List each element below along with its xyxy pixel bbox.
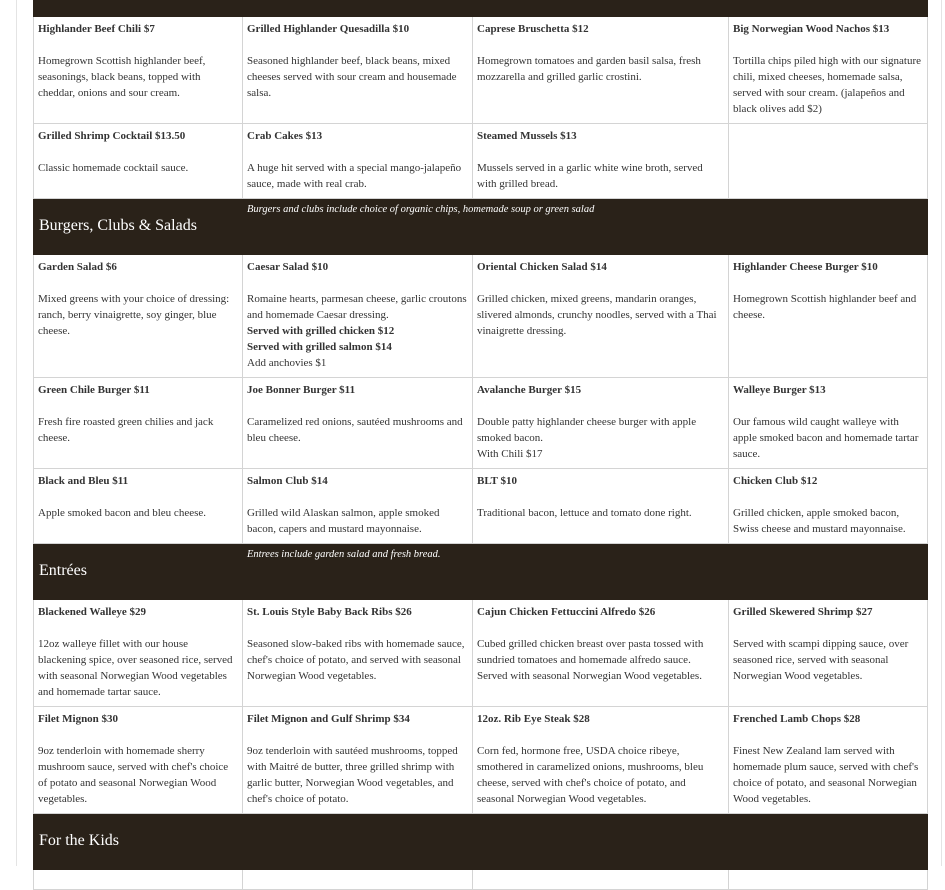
menu-item-green-chile-burger <box>34 378 243 469</box>
dish-name: Grilled Highlander Quesadilla $10 <box>247 23 410 35</box>
dish-description: Seasoned slow-baked ribs with homemade sauce, chef's choice of potato, and served with seasonal Norwegian Wood vegetables. <box>247 638 465 682</box>
menu-item-empty <box>729 870 928 890</box>
dish-name: Cajun Chicken Fettuccini Alfredo $26 <box>477 606 656 618</box>
dish-name: Grilled Shrimp Cocktail $13.50 <box>38 130 186 142</box>
dish-name: Avalanche Burger $15 <box>477 384 582 396</box>
dish-name: Steamed Mussels $13 <box>477 130 577 142</box>
menu-row <box>34 469 928 544</box>
menu-item-chicken-club <box>729 469 928 544</box>
dish-description: Romaine hearts, parmesan cheese, garlic croutons and homemade Caesar dressing. <box>247 293 467 321</box>
section-title: Burgers, Clubs & Salads <box>34 199 243 255</box>
menu-row <box>34 600 928 707</box>
dish-description: Grilled chicken, apple smoked bacon, Swiss cheese and mustard mayonnaise. <box>733 507 906 535</box>
menu-item-empty <box>34 870 243 890</box>
menu-item-avalanche-burger <box>473 378 729 469</box>
dish-name: Grilled Skewered Shrimp $27 <box>733 606 873 618</box>
menu-row <box>34 124 928 199</box>
section-header-kids <box>34 814 928 870</box>
menu-item-empty <box>243 870 473 890</box>
dish-description: Mixed greens with your choice of dressing: ranch, berry vinaigrette, soy ginger, blue cheese. <box>38 293 230 337</box>
dish-description: Homegrown Scottish highlander beef and cheese. <box>733 293 917 321</box>
dish-name: Highlander Cheese Burger $10 <box>733 261 878 273</box>
menu-table <box>33 0 928 890</box>
dish-name: Chicken Club $12 <box>733 475 818 487</box>
menu-item-black-and-bleu <box>34 469 243 544</box>
dish-name: BLT $10 <box>477 475 518 487</box>
section-header-burgers <box>34 199 928 255</box>
dish-description: 9oz tenderloin with sautéed mushrooms, topped with Maitré de butter, three grilled shrimp with garlic butter, Norwegian Wood vegetables, and chef's choice of potato. <box>247 745 458 805</box>
dish-description: Double patty highlander cheese burger with apple smoked bacon. <box>477 416 697 444</box>
menu-item-empty <box>473 870 729 890</box>
menu-item-grilled-skewered-shrimp <box>729 600 928 707</box>
dish-description: Mussels served in a garlic white wine broth, served with grilled bread. <box>477 162 703 190</box>
dish-description: Fresh fire roasted green chilies and jack cheese. <box>38 416 214 444</box>
dish-name: Salmon Club $14 <box>247 475 328 487</box>
menu-item-steamed-mussels <box>473 124 729 199</box>
dish-name: Crab Cakes $13 <box>247 130 323 142</box>
menu-item-blt <box>473 469 729 544</box>
dish-name: Black and Bleu $11 <box>38 475 129 487</box>
dish-description: Grilled wild Alaskan salmon, apple smoked bacon, capers and mustard mayonnaise. <box>247 507 440 535</box>
menu-item-joe-bonner-burger <box>243 378 473 469</box>
dish-description: Our famous wild caught walleye with apple smoked bacon and homemade tartar sauce. <box>733 416 919 460</box>
dish-description: Caramelized red onions, sautéed mushrooms and bleu cheese. <box>247 416 463 444</box>
dish-description: Corn fed, hormone free, USDA choice ribeye, smothered in caramelized onions, mushrooms, bleu cheese, served with chef's choice of potato, and seasonal Norwegian Wood vegetables. <box>477 745 704 805</box>
menu-item-highlander-beef-chili <box>34 17 243 124</box>
dish-description: 9oz tenderloin with homemade sherry mushroom sauce, served with chef's choice of potato and seasonal Norwegian Wood vegetables. <box>38 745 229 805</box>
dish-description: Served with scampi dipping sauce, over seasoned rice, served with seasonal Norwegian Wood vegetables. <box>733 638 909 682</box>
menu-item-grilled-shrimp-cocktail <box>34 124 243 199</box>
dish-description: Grilled chicken, mixed greens, mandarin oranges, slivered almonds, crunchy noodles, served with a Thai vinaigrette dressing. <box>477 293 717 337</box>
dish-name: Big Norwegian Wood Nachos $13 <box>733 23 890 35</box>
dish-description: Apple smoked bacon and bleu cheese. <box>38 507 206 519</box>
menu-row <box>34 378 928 469</box>
menu-row <box>34 707 928 814</box>
section-header-bar <box>34 0 928 17</box>
dish-description: Cubed grilled chicken breast over pasta tossed with sundried tomatoes and homemade alfredo sauce. Served with seasonal Norwegian Wood vegetables. <box>477 638 704 682</box>
dish-name: Filet Mignon and Gulf Shrimp $34 <box>247 713 410 725</box>
dish-name: Garden Salad $6 <box>38 261 117 273</box>
menu-item-caesar-salad <box>243 255 473 378</box>
dish-description: Tortilla chips piled high with our signature chili, mixed cheeses, homemade salsa, served with sour cream. (jalapeños and black olives add $2) <box>733 55 922 115</box>
dish-name: Frenched Lamb Chops $28 <box>733 713 861 725</box>
section-title: For the Kids <box>34 814 928 870</box>
section-note: Entrees include garden salad and fresh bread. <box>243 544 928 600</box>
dish-description: Traditional bacon, lettuce and tomato done right. <box>477 507 692 519</box>
menu-item-oriental-chicken-salad <box>473 255 729 378</box>
dish-name: 12oz. Rib Eye Steak $28 <box>477 713 590 725</box>
menu-item-frenched-lamb-chops <box>729 707 928 814</box>
menu-item-garden-salad <box>34 255 243 378</box>
dish-name: Highlander Beef Chili $7 <box>38 23 155 35</box>
dish-name: Caesar Salad $10 <box>247 261 329 273</box>
dish-name: Caprese Bruschetta $12 <box>477 23 589 35</box>
menu-row <box>34 255 928 378</box>
dish-name: Green Chile Burger $11 <box>38 384 150 396</box>
menu-item-highlander-cheese-burger <box>729 255 928 378</box>
menu-row <box>34 17 928 124</box>
dish-name: Walleye Burger $13 <box>733 384 826 396</box>
dish-name: Oriental Chicken Salad $14 <box>477 261 607 273</box>
dish-name: Filet Mignon $30 <box>38 713 119 725</box>
dish-option: Served with grilled salmon $14 <box>247 341 392 353</box>
menu-item-caprese-bruschetta <box>473 17 729 124</box>
section-title: Entrées <box>34 544 243 600</box>
menu-row <box>34 870 928 890</box>
section-header-entrees <box>34 544 928 600</box>
dish-name: St. Louis Style Baby Back Ribs $26 <box>247 606 412 618</box>
dish-name: Blackened Walleye $29 <box>38 606 146 618</box>
dish-description: Homegrown tomatoes and garden basil salsa, fresh mozzarella and grilled garlic crostini. <box>477 55 701 83</box>
section-note: Burgers and clubs include choice of organic chips, homemade soup or green salad <box>243 199 928 255</box>
dish-description: Seasoned highlander beef, black beans, mixed cheeses served with sour cream and housemade salsa. <box>247 55 457 99</box>
menu-item-grilled-highlander-quesadilla <box>243 17 473 124</box>
dish-description: Classic homemade cocktail sauce. <box>38 162 189 174</box>
dish-description: 12oz walleye fillet with our house blackening spice, over seasoned rice, served with seasonal Norwegian Wood vegetables and homemade tartar sauce. <box>38 638 233 698</box>
dish-description: Finest New Zealand lam served with homemade plum sauce, served with chef's choice of potato, and seasonal Norwegian Wood vegetables. <box>733 745 919 805</box>
dish-addon: With Chili $17 <box>477 448 543 460</box>
dish-description: Homegrown Scottish highlander beef, seasonings, black beans, topped with cheddar, onions and sour cream. <box>38 55 206 99</box>
dish-option: Served with grilled chicken $12 <box>247 325 395 337</box>
menu-item-st-louis-style-baby-back-ribs <box>243 600 473 707</box>
menu-item-cajun-chicken-fettuccini-alfredo <box>473 600 729 707</box>
menu-item-salmon-club <box>243 469 473 544</box>
dish-addon: Add anchovies $1 <box>247 357 327 369</box>
menu-item-filet-mignon <box>34 707 243 814</box>
dish-name: Joe Bonner Burger $11 <box>247 384 356 396</box>
menu-item-crab-cakes <box>243 124 473 199</box>
menu-item-big-norwegian-wood-nachos <box>729 17 928 124</box>
menu-item-walleye-burger <box>729 378 928 469</box>
menu-item-12oz-rib-eye-steak <box>473 707 729 814</box>
menu-item-blackened-walleye <box>34 600 243 707</box>
menu-item-empty <box>729 124 928 199</box>
dish-description: A huge hit served with a special mango-jalapeño sauce, made with real crab. <box>247 162 462 190</box>
menu-item-filet-mignon-and-gulf-shrimp <box>243 707 473 814</box>
